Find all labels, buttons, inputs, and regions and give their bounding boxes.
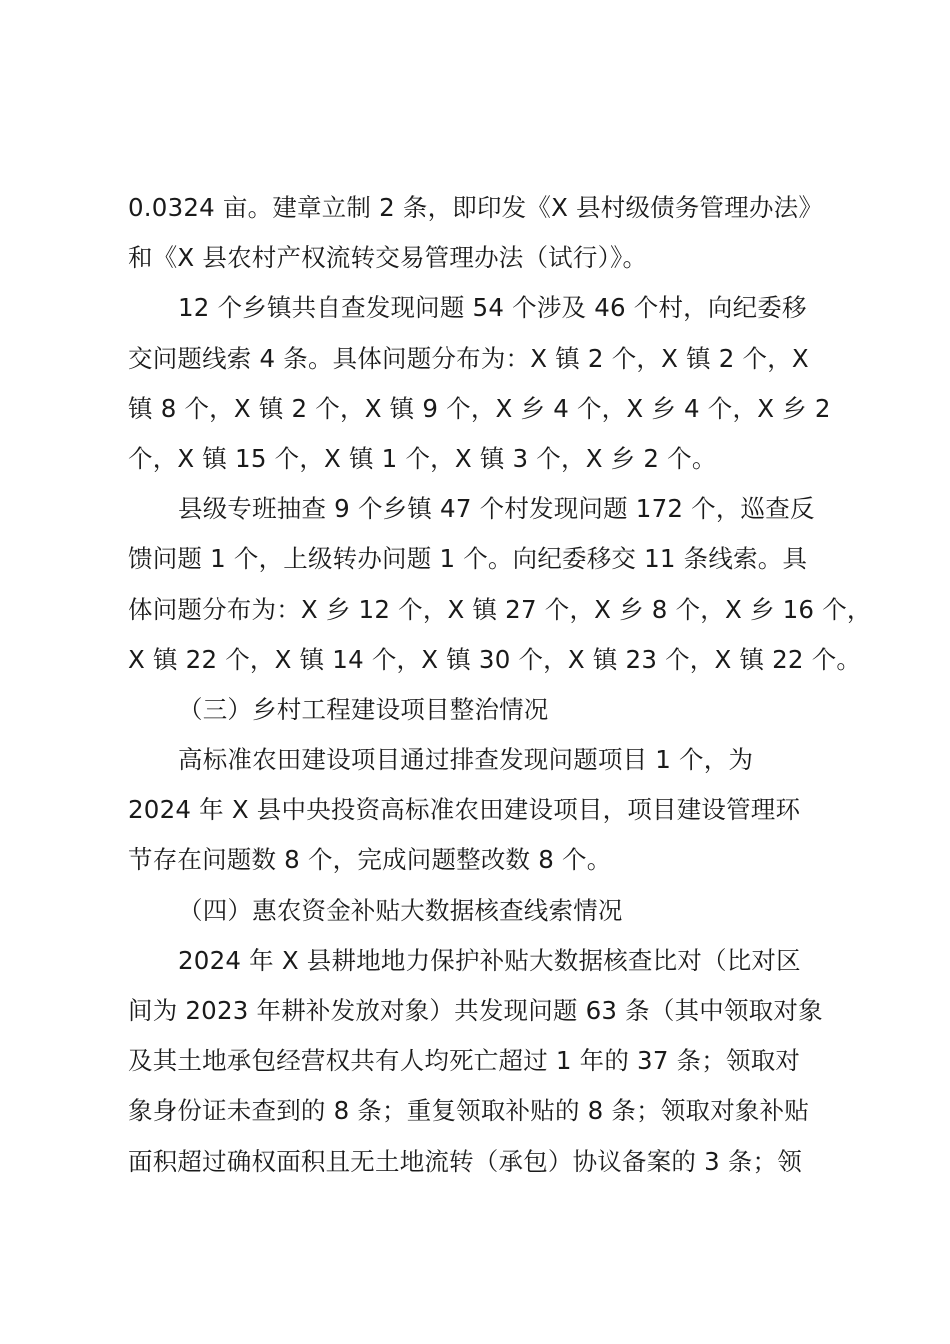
body-line: 面积超过确权面积且无土地流转（承包）协议备案的 3 条；领 xyxy=(128,1146,802,1176)
body-line: 及其土地承包经营权共有人均死亡超过 1 年的 37 条；领取对 xyxy=(128,1046,801,1076)
section-heading: （三）乡村工程建设项目整治情况 xyxy=(178,694,549,724)
body-line: 镇 8 个，X 镇 2 个，X 镇 9 个，X 乡 4 个，X 乡 4 个，X 乡 2 xyxy=(128,393,831,423)
body-line: 间为 2023 年耕补发放对象）共发现问题 63 条（其中领取对象 xyxy=(128,996,823,1025)
body-line: 和《X 县农村产权流转交易管理办法（试行）》。 xyxy=(128,243,648,273)
section-heading: （四）惠农资金补贴大数据核查线索情况 xyxy=(178,895,623,925)
body-line: 个，X 镇 15 个，X 镇 1 个，X 镇 3 个，X 乡 2 个。 xyxy=(128,443,717,473)
paragraph-start-line: 县级专班抽查 9 个乡镇 47 个村发现问题 172 个，巡查反 xyxy=(178,494,815,524)
body-line: 节存在问题数 8 个，完成问题整改数 8 个。 xyxy=(128,845,612,875)
body-line: 体问题分布为：X 乡 12 个，X 镇 27 个，X 乡 8 个，X 乡 16 个， xyxy=(128,594,872,624)
body-line: 交问题线索 4 条。具体问题分布为：X 镇 2 个，X 镇 2 个，X xyxy=(128,343,809,373)
body-line: 0.0324 亩。建章立制 2 条，即印发《X 县村级债务管理办法》 xyxy=(128,193,824,222)
body-line: 馈问题 1 个，上级转办问题 1 个。向纪委移交 11 条线索。具 xyxy=(128,544,808,574)
paragraph-start-line: 高标准农田建设项目通过排查发现问题项目 1 个，为 xyxy=(178,745,754,775)
body-line: 2024 年 X 县中央投资高标准农田建设项目，项目建设管理环 xyxy=(128,795,801,825)
document-body xyxy=(128,183,872,1187)
body-line: 象身份证未查到的 8 条；重复领取补贴的 8 条；领取对象补贴 xyxy=(128,1096,810,1126)
paragraph-start-line: 2024 年 X 县耕地地力保护补贴大数据核查比对（比对区 xyxy=(178,945,801,975)
paragraph-start-line: 12 个乡镇共自查发现问题 54 个涉及 46 个村，向纪委移 xyxy=(178,293,807,323)
body-line: X 镇 22 个，X 镇 14 个，X 镇 30 个，X 镇 23 个，X 镇 22 个。 xyxy=(128,644,862,674)
